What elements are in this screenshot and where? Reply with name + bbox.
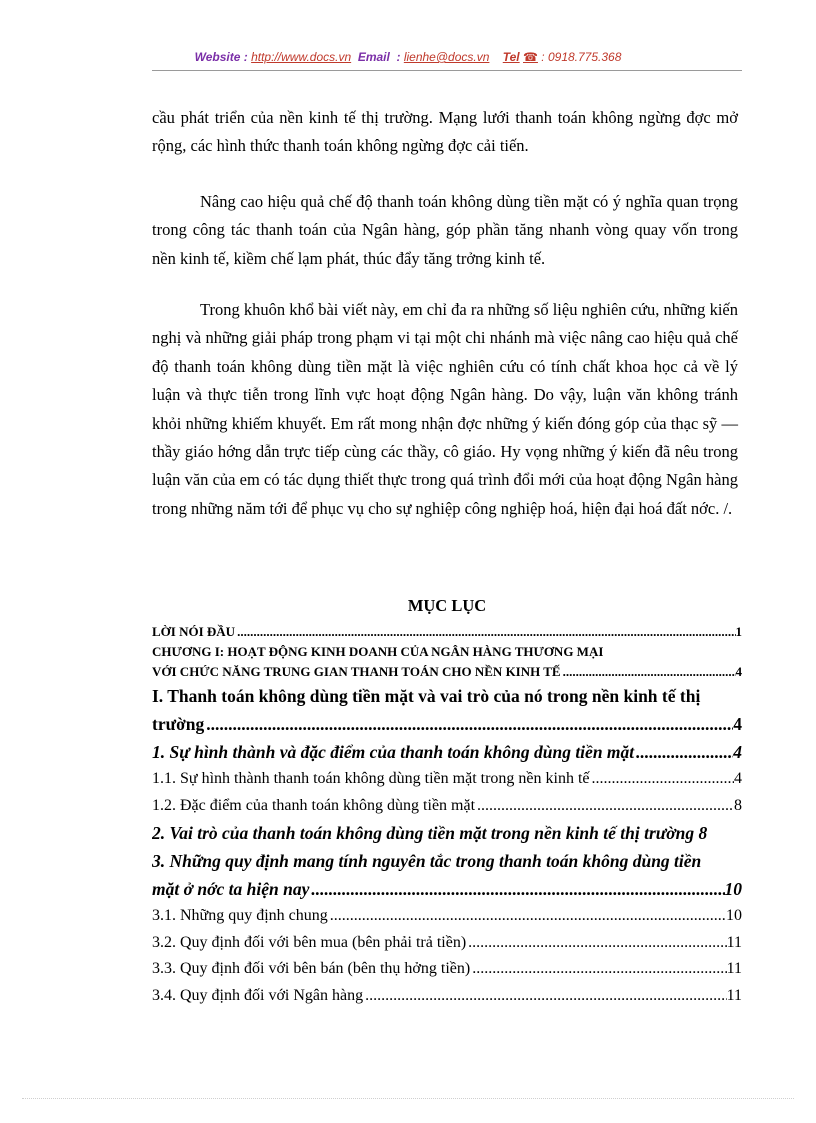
toc-entry[interactable]: VỚI CHỨC NĂNG TRUNG GIAN THANH TOÁN CHO NỀN KINH TẾ ..... 4 xyxy=(152,662,742,682)
email-label: Email xyxy=(357,50,390,64)
toc-entry[interactable]: 1.1. Sự hình thành thanh toán không dùng tiền mặt trong nền kinh tế ..... 4 xyxy=(152,766,742,793)
website-link[interactable]: http://www.docs.vn xyxy=(251,50,352,64)
body-paragraph-1: cầu phát triển của nền kinh tế thị trường. Mạng lưới thanh toán không ngừng đợc mở rộng, các hình thức thanh toán không ngừng đợc cải tiến. xyxy=(152,108,738,156)
footer-divider xyxy=(22,1098,794,1099)
email-link[interactable]: lienhe@docs.vn xyxy=(403,50,490,64)
phone-icon: ☎ xyxy=(523,50,538,64)
toc-title: MỤC LỤC xyxy=(407,596,487,615)
toc-entry[interactable]: 3.4. Quy định đối với Ngân hàng ..... 11 xyxy=(152,983,742,1010)
phone-number: 0918.775.368 xyxy=(547,50,622,64)
body-paragraph-3: Trong khuôn khổ bài viết này, em chỉ đa ra những số liệu nghiên cứu, những kiến nghị và những giải pháp trong phạm vi tại một chi nhánh mà việc nâng cao hiệu quả chế độ thanh toán không dùng tiền mặt là việc nghiên cứu có tính chất khoa học cả về lý luận và thực tiễn trong lĩnh vực hoạt động Ngân hàng. Do vậy, luận văn không tránh khỏi những khiếm khuyết. Em rất mong nhận đợc những ý kiến đóng góp của thạc sỹ — thầy giáo hớng dẫn trực tiếp cùng các thầy, cô giáo. Hy vọng những ý kiến đã nêu trong luận văn của em có tác dụng thiết thực trong quá trình đổi mới của hoạt động Ngân hàng trong những năm tới để phục vụ cho sự nghiệp công nghiệp hoá, hiện đại hoá đất nớc. /. xyxy=(152,300,738,518)
toc-entry[interactable]: CHƯƠNG I: HOẠT ĐỘNG KINH DOANH CỦA NGÂN HÀNG THƯƠNG MẠI xyxy=(152,644,604,659)
page-header: Website : http://www.docs.vn Email : lienhe@docs.vn Tel ☎ : 0918.775.368 xyxy=(194,50,622,64)
toc-entry[interactable]: 3.3. Quy định đối với bên bán (bên thụ hởng tiền) ..... 11 xyxy=(152,956,742,983)
toc-entry[interactable]: 1.2. Đặc điểm của thanh toán không dùng tiền mặt ..... 8 xyxy=(152,793,742,820)
toc-entry[interactable]: trường ..... 4 xyxy=(152,710,742,738)
toc-entry[interactable]: mặt ở nớc ta hiện nay ..... 10 xyxy=(152,875,742,903)
toc-entry[interactable]: 3.1. Những quy định chung ..... 10 xyxy=(152,903,742,930)
body-paragraph-2: Nâng cao hiệu quả chế độ thanh toán không dùng tiền mặt có ý nghĩa quan trọng trong công tác thanh toán của Ngân hàng, góp phần tăng nhanh vòng quay vốn trong nền kinh tế, kiềm chế lạm phát, thúc đẩy tăng trởng kinh tế. xyxy=(152,192,738,268)
toc-entry[interactable]: I. Thanh toán không dùng tiền mặt và vai trò của nó trong nền kinh tế thị xyxy=(152,686,701,706)
toc-entry[interactable]: 3. Những quy định mang tính nguyên tắc trong thanh toán không dùng tiền xyxy=(152,851,702,871)
toc-entry[interactable]: 1. Sự hình thành và đặc điểm của thanh toán không dùng tiền mặt ..... 4 xyxy=(152,738,742,766)
tel-label: Tel xyxy=(502,50,520,64)
toc-entry[interactable]: LỜI NÓI ĐẦU ..... 1 xyxy=(152,622,742,642)
header-divider xyxy=(152,70,742,71)
website-label: Website xyxy=(194,50,241,64)
toc-entry[interactable]: 3.2. Quy định đối với bên mua (bên phải trả tiền) ..... 11 xyxy=(152,930,742,957)
toc-entry[interactable]: 2. Vai trò của thanh toán không dùng tiền mặt trong nền kinh tế thị trường 8 xyxy=(152,823,708,843)
table-of-contents xyxy=(152,622,742,1009)
